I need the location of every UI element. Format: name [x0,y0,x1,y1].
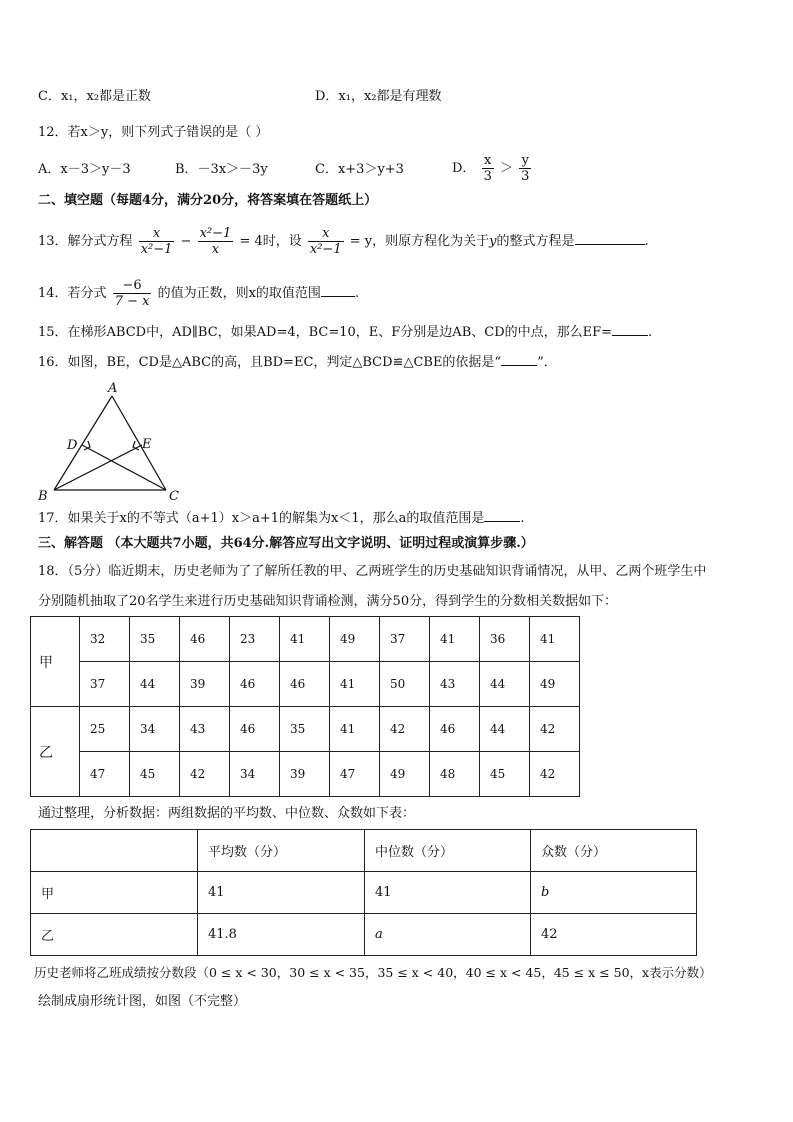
stats-cell: b [531,872,697,914]
score-cell: 49 [530,662,580,707]
score-cell: 41 [280,617,330,662]
score-cell: 35 [130,617,180,662]
q13 [38,224,649,260]
q13-eq: = 4时，设 [239,234,302,249]
q17-text: 17．如果关于x的不等式（a+1）x＞a+1的解集为x＜1，那么a的取值范围是 [38,511,485,526]
stats-cell: 乙 [31,914,198,956]
score-cell: 44 [130,662,180,707]
score-cell: 34 [230,752,280,797]
q16-answer-blank[interactable] [501,365,537,366]
scores-table [30,616,580,797]
fig-label-d: D [67,438,78,453]
q16-end: ”． [537,355,557,370]
stats-cell: 41 [365,872,531,914]
q14-suffix: 的值为正数，则x的取值范围 [157,286,321,301]
score-cell: 36 [480,617,530,662]
score-cell: 39 [280,752,330,797]
score-cell: 47 [80,752,130,797]
stats-cell: 甲 [31,872,198,914]
fig-label-b: B [38,489,48,504]
score-cell: 23 [230,617,280,662]
q14-end: . [354,286,360,301]
score-cell: 35 [280,707,330,752]
fig-label-a: A [108,381,118,396]
q12-d-right-fraction: $\frac{y}{3}$ [521,153,530,184]
score-cell: 43 [180,707,230,752]
stats-header-median: 中位数（分） [365,830,531,872]
table-row [31,752,580,797]
score-cell: 49 [330,617,380,662]
q16-triangle-figure [34,378,194,506]
score-cell: 45 [130,752,180,797]
score-cell: 42 [180,752,230,797]
table-row [31,830,697,872]
q12-stem: 12．若x＞y，则下列式子错误的是（ ） [38,125,269,140]
stats-table [30,829,697,956]
score-cell: 41 [330,707,380,752]
q15-text: 15．在梯形ABCD中，AD∥BC，如果AD=4，BC=10，E、F分别是边AB、CD的中点，那么EF= [38,325,613,340]
section-3-heading: 三、解答题 （本大题共7小题，共64分.解答应写出文字说明、证明过程或演算步骤.） [38,536,534,551]
q18-line-2: 分别随机抽取了20名学生来进行历史基础知识背诵检测，满分50分，得到学生的分数相关数据如下： [38,594,618,609]
class-yi-label: 乙 [31,707,80,797]
stats-cell: 42 [531,914,697,956]
stats-header-blank [31,830,198,872]
q12-d-op: ＞ [500,161,514,176]
class-jia-label: 甲 [31,617,80,707]
score-cell: 46 [430,707,480,752]
score-cell: 49 [380,752,430,797]
stats-cell: 41.8 [198,914,365,956]
q16-text: 16．如图，BE，CD是△ABC的高，且BD=EC，判定△BCD≌△CBE的依据是“ [38,355,502,370]
q12-d-left-fraction: $\frac{x}{3}$ [483,153,492,184]
score-cell: 46 [230,662,280,707]
q14-answer-blank[interactable] [321,296,355,297]
stats-header-mean: 平均数（分） [198,830,365,872]
q17-answer-blank[interactable] [484,521,520,522]
q14-prefix: 14．若分式 [38,286,107,301]
q13-answer-blank[interactable] [575,244,645,245]
q18-tail-2: 绘制成扇形统计图，如图（不完整） [38,994,247,1009]
score-cell: 48 [430,752,480,797]
q13-var: y [489,234,497,249]
score-cell: 37 [80,662,130,707]
analysis-intro: 通过整理，分析数据：两组数据的平均数、中位数、众数如下表： [38,806,416,821]
score-cell: 44 [480,662,530,707]
q17-end: . [520,511,525,526]
q13-eq2: = y，则原方程化为关于 [349,234,490,249]
q13-fraction-3: $\frac{x}{\text{x²−1}}$ [309,226,342,257]
score-cell: 46 [280,662,330,707]
stats-cell: 41 [198,872,365,914]
q13-end: . [644,234,649,249]
q11-option-d: D．x₁，x₂都是有理数 [315,89,442,104]
q13-prefix: 13．解分式方程 [38,234,133,249]
q15 [38,324,652,342]
score-cell: 46 [180,617,230,662]
q14 [38,276,359,312]
section-2-heading: 二、填空题（每题4分，满分20分，将答案填在答题纸上） [38,193,378,208]
score-cell: 41 [530,617,580,662]
score-cell: 32 [80,617,130,662]
score-cell: 50 [380,662,430,707]
score-cell: 37 [380,617,430,662]
table-row [31,662,580,707]
q15-answer-blank[interactable] [612,335,648,336]
q17 [38,510,525,528]
q12-option-b: B．－3x＞－3y [175,162,268,177]
q12-d-label: D． [452,161,476,176]
score-cell: 42 [530,752,580,797]
q15-end: . [648,325,653,340]
q18-tail-1: 历史老师将乙班成绩按分数段（0 ≤ x < 30，30 ≤ x < 35，35 ≤ x < 40，40 ≤ x < 45，45 ≤ x ≤ 50，x表示分数） [34,965,712,980]
q13-suffix: 的整式方程是 [496,234,575,249]
score-cell: 42 [530,707,580,752]
fig-label-c: C [169,489,179,504]
stats-header-mode: 众数（分） [531,830,697,872]
score-cell: 43 [430,662,480,707]
q12-option-a: A．x－3＞y－3 [38,162,131,177]
q13-minus: − [180,234,192,249]
score-cell: 41 [330,662,380,707]
q14-fraction: $\frac{-6}{7 - x}$ [114,278,150,309]
score-cell: 41 [430,617,480,662]
score-cell: 45 [480,752,530,797]
table-row [31,707,580,752]
q16 [38,354,557,372]
q11-option-c: C．x₁，x₂都是正数 [38,89,152,104]
score-cell: 39 [180,662,230,707]
fig-label-e: E [142,437,152,452]
score-cell: 44 [480,707,530,752]
score-cell: 42 [380,707,430,752]
q12-option-c: C．x+3＞y+3 [315,162,404,177]
score-cell: 46 [230,707,280,752]
table-row [31,914,697,956]
q12-option-d [452,152,533,186]
score-cell: 47 [330,752,380,797]
q13-fraction-2: $\frac{\text{x²−1}}{x}$ [199,226,232,257]
score-cell: 25 [80,707,130,752]
q13-fraction-1: $\frac{x}{\text{x²−1}}$ [140,226,173,257]
table-row [31,617,580,662]
table-row [31,872,697,914]
q18-line-1: 18．（5分）临近期末，历史老师为了了解所任教的甲、乙两班学生的历史基础知识背诵情况，从甲、乙两个班学生中 [38,564,707,579]
stats-cell: a [365,914,531,956]
score-cell: 34 [130,707,180,752]
